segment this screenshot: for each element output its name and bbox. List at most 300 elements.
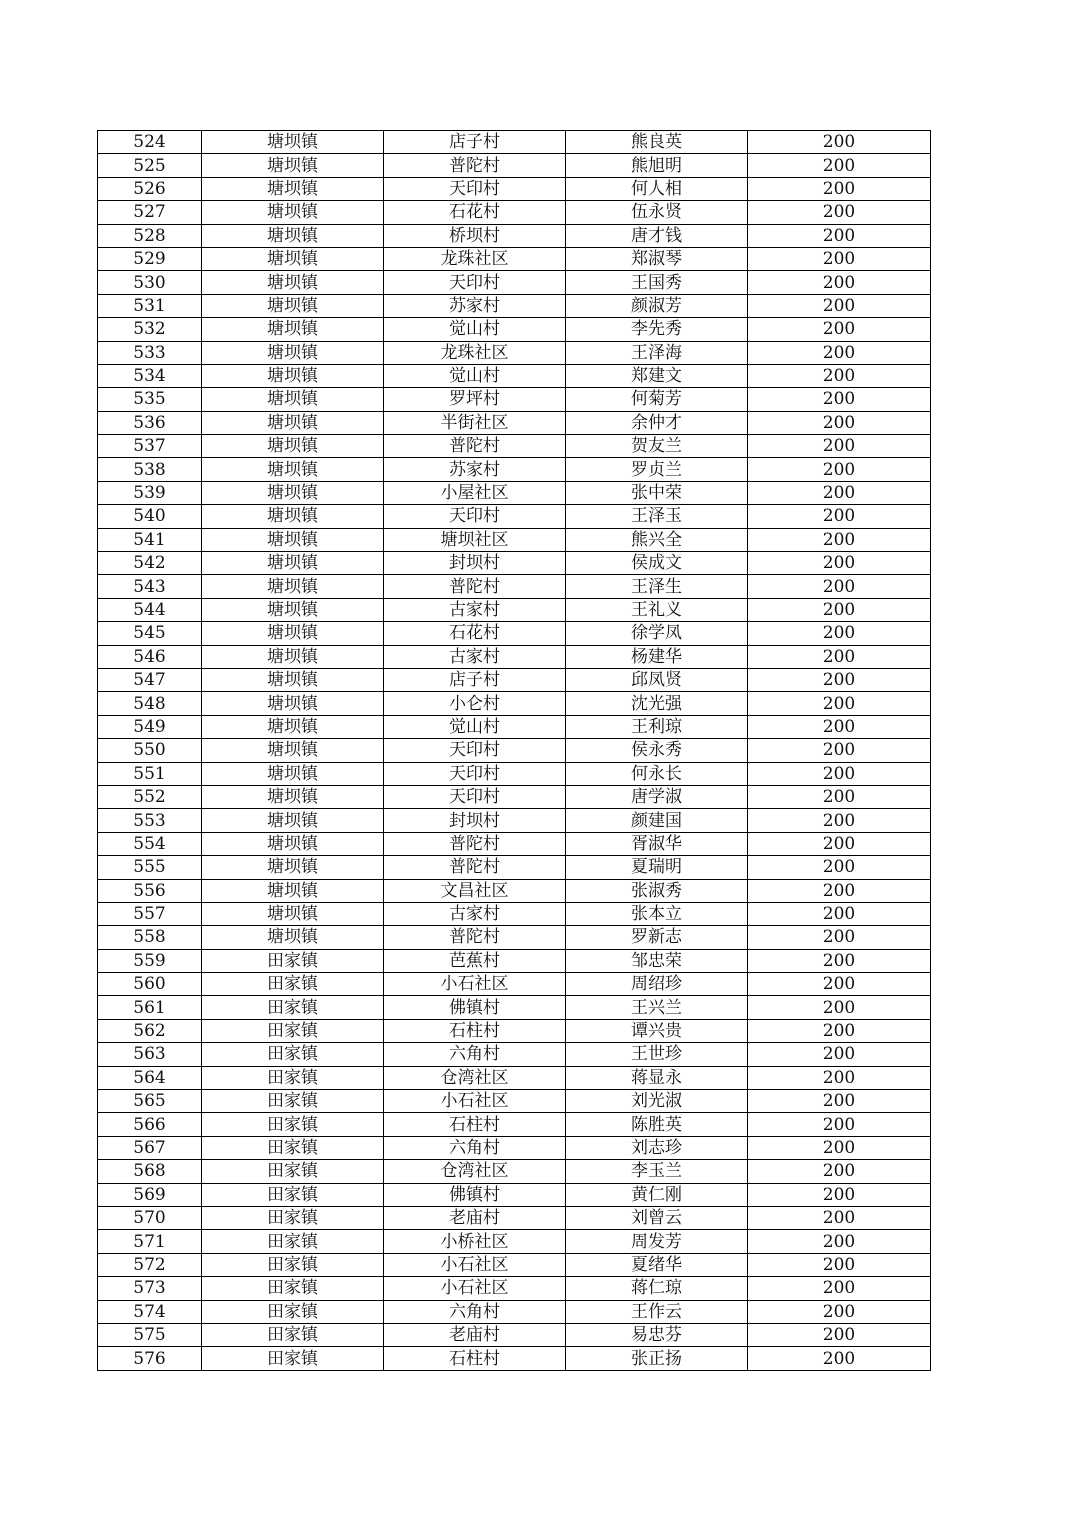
village-cell: 觉山村: [384, 715, 566, 738]
person-name-cell: 邹忠荣: [566, 949, 748, 972]
village-cell: 觉山村: [384, 318, 566, 341]
town-cell: 塘坝镇: [202, 926, 384, 949]
town-cell: 塘坝镇: [202, 247, 384, 270]
amount-cell: 200: [748, 692, 931, 715]
amount-cell: 200: [748, 785, 931, 808]
serial-number-cell: 558: [98, 926, 202, 949]
serial-number-cell: 573: [98, 1277, 202, 1300]
village-cell: 觉山村: [384, 364, 566, 387]
town-cell: 田家镇: [202, 1136, 384, 1159]
serial-number-cell: 551: [98, 762, 202, 785]
amount-cell: 200: [748, 1066, 931, 1089]
village-cell: 老庙村: [384, 1323, 566, 1346]
table-row: [98, 505, 931, 528]
person-name-cell: 张本立: [566, 902, 748, 925]
village-cell: 小石社区: [384, 1090, 566, 1113]
town-cell: 田家镇: [202, 1206, 384, 1229]
amount-cell: 200: [748, 435, 931, 458]
amount-cell: 200: [748, 177, 931, 200]
village-cell: 天印村: [384, 785, 566, 808]
serial-number-cell: 537: [98, 435, 202, 458]
town-cell: 塘坝镇: [202, 154, 384, 177]
village-cell: 小石社区: [384, 973, 566, 996]
amount-cell: 200: [748, 996, 931, 1019]
serial-number-cell: 529: [98, 247, 202, 270]
table-row: [98, 926, 931, 949]
serial-number-cell: 569: [98, 1183, 202, 1206]
person-name-cell: 熊旭明: [566, 154, 748, 177]
amount-cell: 200: [748, 1113, 931, 1136]
serial-number-cell: 566: [98, 1113, 202, 1136]
table-row: [98, 762, 931, 785]
person-name-cell: 李先秀: [566, 318, 748, 341]
serial-number-cell: 525: [98, 154, 202, 177]
amount-cell: 200: [748, 902, 931, 925]
serial-number-cell: 560: [98, 973, 202, 996]
village-cell: 石柱村: [384, 1113, 566, 1136]
amount-cell: 200: [748, 411, 931, 434]
serial-number-cell: 549: [98, 715, 202, 738]
person-name-cell: 刘曾云: [566, 1206, 748, 1229]
town-cell: 塘坝镇: [202, 435, 384, 458]
table-row: [98, 645, 931, 668]
serial-number-cell: 562: [98, 1019, 202, 1042]
roster-table-body: [98, 131, 931, 1371]
table-row: [98, 131, 931, 154]
serial-number-cell: 532: [98, 318, 202, 341]
amount-cell: 200: [748, 762, 931, 785]
serial-number-cell: 553: [98, 809, 202, 832]
serial-number-cell: 527: [98, 201, 202, 224]
town-cell: 塘坝镇: [202, 692, 384, 715]
town-cell: 塘坝镇: [202, 552, 384, 575]
person-name-cell: 李玉兰: [566, 1160, 748, 1183]
serial-number-cell: 530: [98, 271, 202, 294]
serial-number-cell: 576: [98, 1347, 202, 1370]
serial-number-cell: 550: [98, 739, 202, 762]
table-row: [98, 247, 931, 270]
serial-number-cell: 547: [98, 668, 202, 691]
amount-cell: 200: [748, 271, 931, 294]
serial-number-cell: 534: [98, 364, 202, 387]
serial-number-cell: 536: [98, 411, 202, 434]
table-row: [98, 856, 931, 879]
serial-number-cell: 570: [98, 1206, 202, 1229]
person-name-cell: 王泽玉: [566, 505, 748, 528]
village-cell: 封坝村: [384, 552, 566, 575]
amount-cell: 200: [748, 505, 931, 528]
person-name-cell: 刘光淑: [566, 1090, 748, 1113]
table-row: [98, 879, 931, 902]
person-name-cell: 王国秀: [566, 271, 748, 294]
serial-number-cell: 555: [98, 856, 202, 879]
village-cell: 仓湾社区: [384, 1160, 566, 1183]
table-row: [98, 528, 931, 551]
serial-number-cell: 541: [98, 528, 202, 551]
table-row: [98, 739, 931, 762]
serial-number-cell: 561: [98, 996, 202, 1019]
amount-cell: 200: [748, 318, 931, 341]
person-name-cell: 张淑秀: [566, 879, 748, 902]
town-cell: 田家镇: [202, 1019, 384, 1042]
table-row: [98, 435, 931, 458]
person-name-cell: 唐才钱: [566, 224, 748, 247]
village-cell: 塘坝社区: [384, 528, 566, 551]
serial-number-cell: 526: [98, 177, 202, 200]
table-row: [98, 1160, 931, 1183]
amount-cell: 200: [748, 715, 931, 738]
village-cell: 小桥社区: [384, 1230, 566, 1253]
village-cell: 石花村: [384, 201, 566, 224]
town-cell: 塘坝镇: [202, 458, 384, 481]
village-cell: 芭蕉村: [384, 949, 566, 972]
person-name-cell: 余仲才: [566, 411, 748, 434]
person-name-cell: 罗贞兰: [566, 458, 748, 481]
person-name-cell: 贺友兰: [566, 435, 748, 458]
town-cell: 塘坝镇: [202, 364, 384, 387]
person-name-cell: 周绍珍: [566, 973, 748, 996]
serial-number-cell: 524: [98, 131, 202, 154]
roster-table: [97, 130, 931, 1371]
village-cell: 封坝村: [384, 809, 566, 832]
village-cell: 半街社区: [384, 411, 566, 434]
serial-number-cell: 556: [98, 879, 202, 902]
amount-cell: 200: [748, 1019, 931, 1042]
person-name-cell: 蒋显永: [566, 1066, 748, 1089]
amount-cell: 200: [748, 856, 931, 879]
table-row: [98, 1347, 931, 1370]
serial-number-cell: 531: [98, 294, 202, 317]
table-row: [98, 1323, 931, 1346]
village-cell: 文昌社区: [384, 879, 566, 902]
town-cell: 田家镇: [202, 973, 384, 996]
table-row: [98, 668, 931, 691]
village-cell: 石花村: [384, 622, 566, 645]
town-cell: 塘坝镇: [202, 528, 384, 551]
table-row: [98, 1206, 931, 1229]
amount-cell: 200: [748, 341, 931, 364]
village-cell: 天印村: [384, 177, 566, 200]
table-row: [98, 949, 931, 972]
person-name-cell: 王兴兰: [566, 996, 748, 1019]
serial-number-cell: 565: [98, 1090, 202, 1113]
village-cell: 天印村: [384, 505, 566, 528]
village-cell: 普陀村: [384, 435, 566, 458]
village-cell: 店子村: [384, 131, 566, 154]
town-cell: 田家镇: [202, 1043, 384, 1066]
table-row: [98, 1019, 931, 1042]
town-cell: 塘坝镇: [202, 505, 384, 528]
town-cell: 塘坝镇: [202, 715, 384, 738]
person-name-cell: 蒋仁琼: [566, 1277, 748, 1300]
serial-number-cell: 538: [98, 458, 202, 481]
village-cell: 古家村: [384, 598, 566, 621]
village-cell: 小仑村: [384, 692, 566, 715]
town-cell: 塘坝镇: [202, 645, 384, 668]
table-row: [98, 785, 931, 808]
town-cell: 田家镇: [202, 1090, 384, 1113]
amount-cell: 200: [748, 201, 931, 224]
amount-cell: 200: [748, 1230, 931, 1253]
village-cell: 小石社区: [384, 1253, 566, 1276]
town-cell: 塘坝镇: [202, 785, 384, 808]
town-cell: 塘坝镇: [202, 879, 384, 902]
town-cell: 田家镇: [202, 1300, 384, 1323]
table-row: [98, 1113, 931, 1136]
person-name-cell: 何人相: [566, 177, 748, 200]
town-cell: 田家镇: [202, 1323, 384, 1346]
person-name-cell: 夏绪华: [566, 1253, 748, 1276]
person-name-cell: 张正扬: [566, 1347, 748, 1370]
person-name-cell: 夏瑞明: [566, 856, 748, 879]
person-name-cell: 张中荣: [566, 481, 748, 504]
person-name-cell: 王利琼: [566, 715, 748, 738]
person-name-cell: 熊兴全: [566, 528, 748, 551]
amount-cell: 200: [748, 364, 931, 387]
town-cell: 塘坝镇: [202, 575, 384, 598]
village-cell: 六角村: [384, 1043, 566, 1066]
person-name-cell: 沈光强: [566, 692, 748, 715]
amount-cell: 200: [748, 1183, 931, 1206]
table-row: [98, 902, 931, 925]
town-cell: 塘坝镇: [202, 294, 384, 317]
village-cell: 苏家村: [384, 294, 566, 317]
village-cell: 龙珠社区: [384, 247, 566, 270]
serial-number-cell: 548: [98, 692, 202, 715]
amount-cell: 200: [748, 154, 931, 177]
amount-cell: 200: [748, 1090, 931, 1113]
amount-cell: 200: [748, 1323, 931, 1346]
table-row: [98, 388, 931, 411]
person-name-cell: 王礼义: [566, 598, 748, 621]
amount-cell: 200: [748, 645, 931, 668]
village-cell: 普陀村: [384, 926, 566, 949]
village-cell: 普陀村: [384, 856, 566, 879]
table-row: [98, 341, 931, 364]
person-name-cell: 郑建文: [566, 364, 748, 387]
serial-number-cell: 567: [98, 1136, 202, 1159]
serial-number-cell: 546: [98, 645, 202, 668]
serial-number-cell: 575: [98, 1323, 202, 1346]
village-cell: 天印村: [384, 739, 566, 762]
amount-cell: 200: [748, 809, 931, 832]
table-row: [98, 832, 931, 855]
town-cell: 塘坝镇: [202, 224, 384, 247]
table-row: [98, 1277, 931, 1300]
person-name-cell: 王泽海: [566, 341, 748, 364]
serial-number-cell: 572: [98, 1253, 202, 1276]
table-row: [98, 996, 931, 1019]
serial-number-cell: 544: [98, 598, 202, 621]
town-cell: 田家镇: [202, 1230, 384, 1253]
serial-number-cell: 559: [98, 949, 202, 972]
amount-cell: 200: [748, 1347, 931, 1370]
person-name-cell: 罗新志: [566, 926, 748, 949]
table-row: [98, 154, 931, 177]
table-row: [98, 809, 931, 832]
town-cell: 塘坝镇: [202, 201, 384, 224]
village-cell: 普陀村: [384, 154, 566, 177]
amount-cell: 200: [748, 1160, 931, 1183]
amount-cell: 200: [748, 294, 931, 317]
table-row: [98, 177, 931, 200]
table-row: [98, 552, 931, 575]
village-cell: 小屋社区: [384, 481, 566, 504]
person-name-cell: 陈胜英: [566, 1113, 748, 1136]
person-name-cell: 颜建国: [566, 809, 748, 832]
amount-cell: 200: [748, 552, 931, 575]
village-cell: 天印村: [384, 271, 566, 294]
village-cell: 普陀村: [384, 575, 566, 598]
town-cell: 塘坝镇: [202, 177, 384, 200]
town-cell: 田家镇: [202, 996, 384, 1019]
table-row: [98, 411, 931, 434]
table-row: [98, 1136, 931, 1159]
amount-cell: 200: [748, 458, 931, 481]
village-cell: 仓湾社区: [384, 1066, 566, 1089]
town-cell: 田家镇: [202, 1113, 384, 1136]
town-cell: 塘坝镇: [202, 809, 384, 832]
serial-number-cell: 563: [98, 1043, 202, 1066]
serial-number-cell: 568: [98, 1160, 202, 1183]
person-name-cell: 黄仁刚: [566, 1183, 748, 1206]
amount-cell: 200: [748, 1136, 931, 1159]
town-cell: 塘坝镇: [202, 762, 384, 785]
table-row: [98, 1230, 931, 1253]
amount-cell: 200: [748, 388, 931, 411]
serial-number-cell: 539: [98, 481, 202, 504]
person-name-cell: 何永长: [566, 762, 748, 785]
amount-cell: 200: [748, 832, 931, 855]
person-name-cell: 王作云: [566, 1300, 748, 1323]
person-name-cell: 谭兴贵: [566, 1019, 748, 1042]
person-name-cell: 侯永秀: [566, 739, 748, 762]
table-row: [98, 973, 931, 996]
village-cell: 佛镇村: [384, 1183, 566, 1206]
village-cell: 罗坪村: [384, 388, 566, 411]
table-row: [98, 1300, 931, 1323]
table-row: [98, 1043, 931, 1066]
serial-number-cell: 528: [98, 224, 202, 247]
serial-number-cell: 535: [98, 388, 202, 411]
person-name-cell: 杨建华: [566, 645, 748, 668]
town-cell: 塘坝镇: [202, 856, 384, 879]
village-cell: 苏家村: [384, 458, 566, 481]
table-row: [98, 224, 931, 247]
town-cell: 塘坝镇: [202, 598, 384, 621]
amount-cell: 200: [748, 224, 931, 247]
person-name-cell: 何菊芳: [566, 388, 748, 411]
amount-cell: 200: [748, 1206, 931, 1229]
serial-number-cell: 564: [98, 1066, 202, 1089]
village-cell: 天印村: [384, 762, 566, 785]
serial-number-cell: 571: [98, 1230, 202, 1253]
person-name-cell: 伍永贤: [566, 201, 748, 224]
table-row: [98, 364, 931, 387]
village-cell: 小石社区: [384, 1277, 566, 1300]
village-cell: 桥坝村: [384, 224, 566, 247]
town-cell: 塘坝镇: [202, 832, 384, 855]
town-cell: 塘坝镇: [202, 739, 384, 762]
person-name-cell: 胥淑华: [566, 832, 748, 855]
town-cell: 塘坝镇: [202, 668, 384, 691]
town-cell: 田家镇: [202, 1277, 384, 1300]
table-row: [98, 598, 931, 621]
serial-number-cell: 540: [98, 505, 202, 528]
table-row: [98, 318, 931, 341]
serial-number-cell: 543: [98, 575, 202, 598]
amount-cell: 200: [748, 598, 931, 621]
town-cell: 塘坝镇: [202, 341, 384, 364]
amount-cell: 200: [748, 926, 931, 949]
person-name-cell: 徐学凤: [566, 622, 748, 645]
village-cell: 龙珠社区: [384, 341, 566, 364]
person-name-cell: 熊良英: [566, 131, 748, 154]
table-row: [98, 1183, 931, 1206]
serial-number-cell: 542: [98, 552, 202, 575]
amount-cell: 200: [748, 879, 931, 902]
table-row: [98, 715, 931, 738]
person-name-cell: 邱凤贤: [566, 668, 748, 691]
amount-cell: 200: [748, 739, 931, 762]
town-cell: 塘坝镇: [202, 271, 384, 294]
person-name-cell: 颜淑芳: [566, 294, 748, 317]
table-row: [98, 458, 931, 481]
amount-cell: 200: [748, 668, 931, 691]
town-cell: 田家镇: [202, 1160, 384, 1183]
town-cell: 田家镇: [202, 1347, 384, 1370]
table-row: [98, 481, 931, 504]
town-cell: 塘坝镇: [202, 481, 384, 504]
amount-cell: 200: [748, 1277, 931, 1300]
table-row: [98, 294, 931, 317]
amount-cell: 200: [748, 973, 931, 996]
person-name-cell: 周发芳: [566, 1230, 748, 1253]
table-row: [98, 575, 931, 598]
town-cell: 塘坝镇: [202, 318, 384, 341]
amount-cell: 200: [748, 622, 931, 645]
village-cell: 古家村: [384, 645, 566, 668]
table-row: [98, 201, 931, 224]
person-name-cell: 侯成文: [566, 552, 748, 575]
town-cell: 塘坝镇: [202, 131, 384, 154]
person-name-cell: 刘志珍: [566, 1136, 748, 1159]
person-name-cell: 易忠芬: [566, 1323, 748, 1346]
serial-number-cell: 557: [98, 902, 202, 925]
amount-cell: 200: [748, 131, 931, 154]
town-cell: 塘坝镇: [202, 388, 384, 411]
amount-cell: 200: [748, 1300, 931, 1323]
amount-cell: 200: [748, 247, 931, 270]
table-row: [98, 692, 931, 715]
table-row: [98, 1253, 931, 1276]
serial-number-cell: 533: [98, 341, 202, 364]
table-row: [98, 1090, 931, 1113]
village-cell: 老庙村: [384, 1206, 566, 1229]
town-cell: 塘坝镇: [202, 902, 384, 925]
amount-cell: 200: [748, 1043, 931, 1066]
town-cell: 塘坝镇: [202, 622, 384, 645]
amount-cell: 200: [748, 949, 931, 972]
village-cell: 六角村: [384, 1136, 566, 1159]
table-row: [98, 1066, 931, 1089]
village-cell: 古家村: [384, 902, 566, 925]
village-cell: 普陀村: [384, 832, 566, 855]
amount-cell: 200: [748, 528, 931, 551]
town-cell: 塘坝镇: [202, 411, 384, 434]
town-cell: 田家镇: [202, 1253, 384, 1276]
amount-cell: 200: [748, 481, 931, 504]
